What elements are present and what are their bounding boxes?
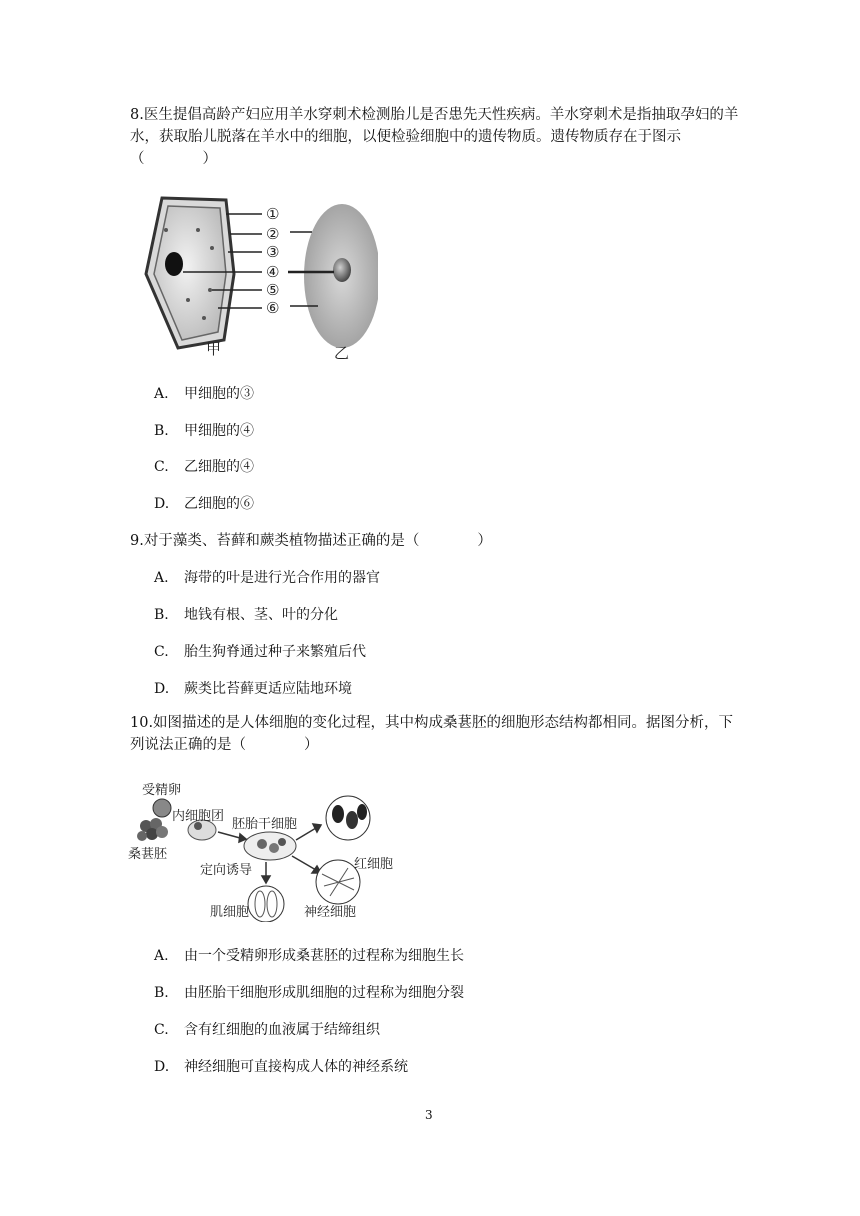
label-nerve-cell: 神经细胞 — [304, 905, 357, 920]
q8-option-a[interactable]: A. 甲细胞的③ — [154, 386, 254, 402]
q9-option-d[interactable]: D. 蕨类比苔藓更适应陆地环境 — [154, 681, 352, 697]
caption-jia: 甲 — [206, 340, 222, 358]
figure-plant-animal-cell — [138, 190, 378, 362]
label-1: ① — [266, 205, 280, 223]
question-8-stem: 8.医生提倡高龄产妇应用羊水穿刺术检测胎儿是否患先天性疾病。羊水穿刺术是指抽取孕妇的羊水，获取胎儿脱落在羊水中的细胞，以便检验细胞中的遗传物质。遗传物质存在于图示（ ） — [130, 107, 739, 167]
muscle-cell-circle — [248, 886, 284, 922]
q10-option-c[interactable]: C. 含有红细胞的血液属于结缔组织 — [154, 1022, 380, 1038]
label-6: ⑥ — [266, 299, 280, 317]
plant-nucleus — [165, 252, 183, 276]
q8-option-d[interactable]: D. 乙细胞的⑥ — [154, 496, 254, 512]
label-2: ② — [266, 225, 280, 243]
q9-option-b[interactable]: B. 地钱有根、茎、叶的分化 — [154, 607, 338, 623]
q8-option-b[interactable]: B. 甲细胞的④ — [154, 423, 254, 439]
q10-option-a[interactable]: A. 由一个受精卵形成桑葚胚的过程称为细胞生长 — [154, 948, 464, 964]
q10-option-d[interactable]: D. 神经细胞可直接构成人体的神经系统 — [154, 1059, 408, 1075]
label-red-blood-cell: 红细胞 — [354, 857, 394, 872]
morula — [137, 818, 168, 841]
q8-option-c[interactable]: C. 乙细胞的④ — [154, 459, 254, 475]
page-number: 3 — [425, 1108, 433, 1122]
animal-cell — [304, 204, 378, 348]
label-embryonic-stem-cell: 胚胎干细胞 — [232, 817, 298, 832]
label-directed-induction: 定向诱导 — [200, 863, 253, 878]
plant-cell — [146, 198, 234, 348]
label-morula: 桑葚胚 — [128, 847, 168, 862]
q9-option-a[interactable]: A. 海带的叶是进行光合作用的器官 — [154, 570, 380, 586]
animal-nucleus — [333, 258, 351, 282]
q9-option-c[interactable]: C. 胎生狗脊通过种子来繁殖后代 — [154, 644, 366, 660]
label-muscle-cell: 肌细胞 — [210, 905, 250, 920]
label-5: ⑤ — [266, 281, 280, 299]
label-fertilized-egg: 受精卵 — [142, 783, 182, 798]
label-inner-cell-mass: 内细胞团 — [172, 809, 225, 824]
fertilized-egg — [153, 799, 171, 817]
question-10-stem: 10.如图描述的是人体细胞的变化过程，其中构成桑葚胚的细胞形态结构都相同。据图分析，下列说法正确的是（ ） — [130, 715, 734, 753]
question-9-stem: 9.对于藻类、苔藓和蕨类植物描述正确的是（ ） — [130, 533, 492, 549]
q10-option-b[interactable]: B. 由胚胎干细胞形成肌细胞的过程称为细胞分裂 — [154, 985, 464, 1001]
figure-cell-differentiation — [126, 778, 406, 922]
label-4: ④ — [266, 263, 280, 281]
label-3: ③ — [266, 243, 280, 261]
caption-yi: 乙 — [334, 344, 350, 362]
